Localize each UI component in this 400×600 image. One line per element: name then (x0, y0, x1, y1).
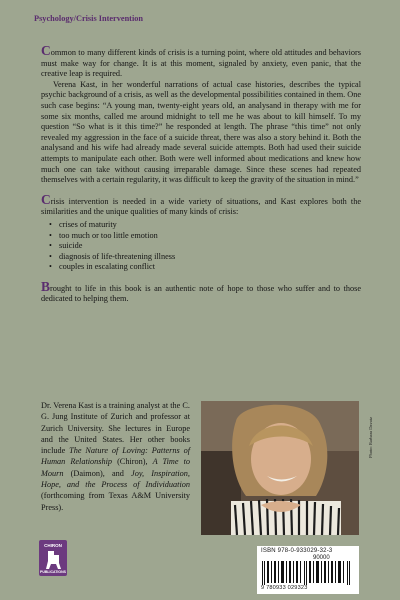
book-title: Joy, Inspiration, Hope, and the Process of Individuation (41, 468, 190, 490)
intro-initial: C (41, 43, 51, 58)
intro-paragraph (41, 43, 361, 80)
book-title: The Nature of Loving: Patterns of Human Relationship (41, 446, 190, 467)
intervention-paragraph (41, 191, 361, 218)
barcode (257, 546, 359, 594)
list-item: • diagnosis of life-threatening illness (49, 252, 361, 263)
list-item: • suicide (49, 241, 361, 252)
category-label: Psychology/Crisis Intervention (34, 14, 144, 23)
barcode-number: 9 780933 029323 (261, 585, 308, 591)
bio-text: Dr. Verena Kast is a training analyst at the C. G. Jung Institute of Zurich and professor at Zurich University. She lectures in Europe and the United States. Her other books include (41, 401, 190, 456)
bio-text: (forthcoming from Texas A&M University Press). (41, 491, 190, 512)
photo-credit: Photo: Barbara Davatz (368, 417, 373, 458)
intro-text: ommon to many different kinds of crisis is a turning point, where old attitudes and behaviors must make way for change. It is at this moment, signaled by anxiety, even panic, that the creative leap is required. (41, 48, 361, 79)
logo-text-top: CHIRON (44, 543, 62, 548)
barcode-bars (261, 561, 355, 585)
bio-text: (Chiron), (112, 457, 153, 467)
case-paragraph: Verena Kast, in her wonderful narrations of actual case histories, describes the typical psychic background of a crisis, as well as the developmental possibilities contained in them. One such case begins: “A young man, twenty-eight years old, an analysand in therapy with me for some six months, called me around midnight to tell me he was about to kill himself. To my question “So what is it this time?” he responded at length. The phrase “this time” not only revealed my aggression in the face of a suicide threat, there was also a story behind it. Both the analysand and his wife had already made several suicide attempts. Both had used their suicide attempts to manipulate each other. Both were well informed about medications and knew how much one can take without causing irreparable damage. Since these scenes had repeated themselves with a certain regularity, it was difficult to keep the gravity of the situation in mind.” (41, 79, 361, 185)
closing-text: rought to life in this book is an authentic note of hope to those who suffer and to those dedicated to helping them. (41, 283, 361, 304)
list-item: • couples in escalating conflict (49, 262, 361, 273)
author-portrait-image (201, 401, 359, 535)
book-title: A Time to Mourn (41, 457, 190, 478)
author-bio (41, 400, 190, 513)
closing-paragraph (41, 278, 361, 305)
bio-text: (Daimon), and (63, 468, 132, 478)
crisis-list (49, 220, 361, 273)
author-photo (201, 401, 359, 535)
chiron-logo (39, 540, 67, 576)
centaur-icon (39, 549, 67, 571)
logo-text-bottom: PUBLICATIONS (40, 570, 66, 574)
list-item: • too much or too little emotion (49, 231, 361, 242)
intervention-text: risis intervention is needed in a wide variety of situations, and Kast explores both the similarities and the unique qualities of many kinds of crisis: (41, 196, 361, 217)
closing-initial: B (41, 278, 51, 294)
isbn-text: ISBN 978-0-933029-32-3 (261, 548, 333, 554)
blurb (41, 43, 361, 305)
list-item: • crises of maturity (49, 220, 361, 231)
intervention-initial: C (41, 191, 51, 207)
price-code: 90000 (313, 555, 330, 561)
